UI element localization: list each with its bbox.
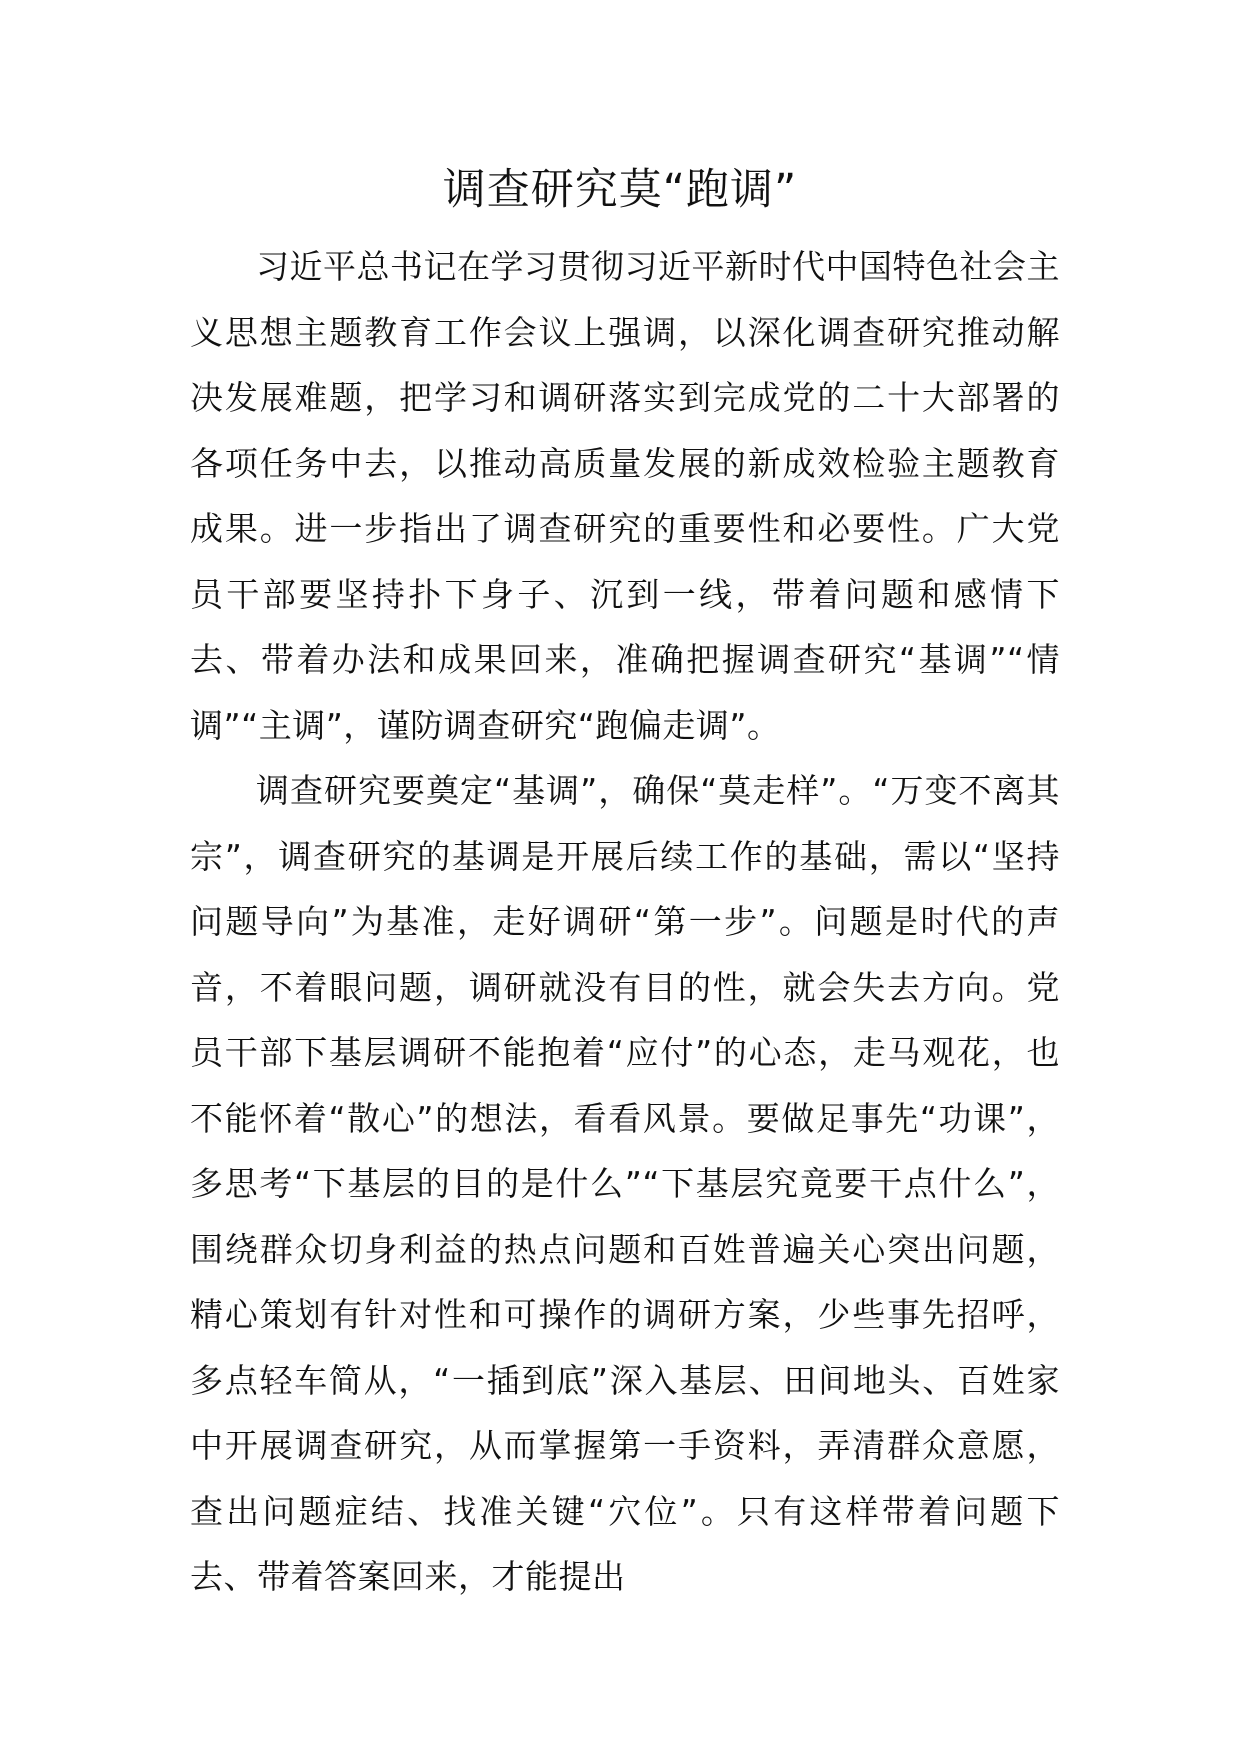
paragraph-foundation: 调查研究要奠定“基调”，确保“莫走样”。“万变不离其宗”，调查研究的基调是开展后续工作的基础，需以“坚持问题导向”为基准，走好调研“第一步”。问题是时代的声音，不着眼问题，调研就没有目的性，就会失去方向。党员干部下基层调研不能抱着“应付”的心态，走马观花，也不能怀着“散心”的想法，看看风景。要做足事先“功课”，多思考“下基层的目的是什么”“下基层究竟要干点什么”，围绕群众切身利益的热点问题和百姓普遍关心突出问题，精心策划有针对性和可操作的调研方案，少些事先招呼，多点轻车简从，“一插到底”深入基层、田间地头、百姓家中开展调查研究，从而掌握第一手资料，弄清群众意愿，查出问题症结、找准关键“穴位”。只有这样带着问题下去、带着答案回来，才能提出 (190, 771, 1060, 1596)
paragraph-intro: 习近平总书记在学习贯彻习近平新时代中国特色社会主义思想主题教育工作会议上强调，以深化调查研究推动解决发展难题，把学习和调研落实到完成党的二十大部署的各项任务中去，以推动高质量发展的新成效检验主题教育成果。进一步指出了调查研究的重要性和必要性。广大党员干部要坚持扑下身子、沉到一线，带着问题和感情下去、带着办法和成果回来，准确把握调查研究“基调”“情调”“主调”，谨防调查研究“跑偏走调”。 (190, 247, 1060, 745)
document-title: 调查研究莫“跑调” (442, 165, 798, 215)
document-body (190, 234, 1060, 1610)
